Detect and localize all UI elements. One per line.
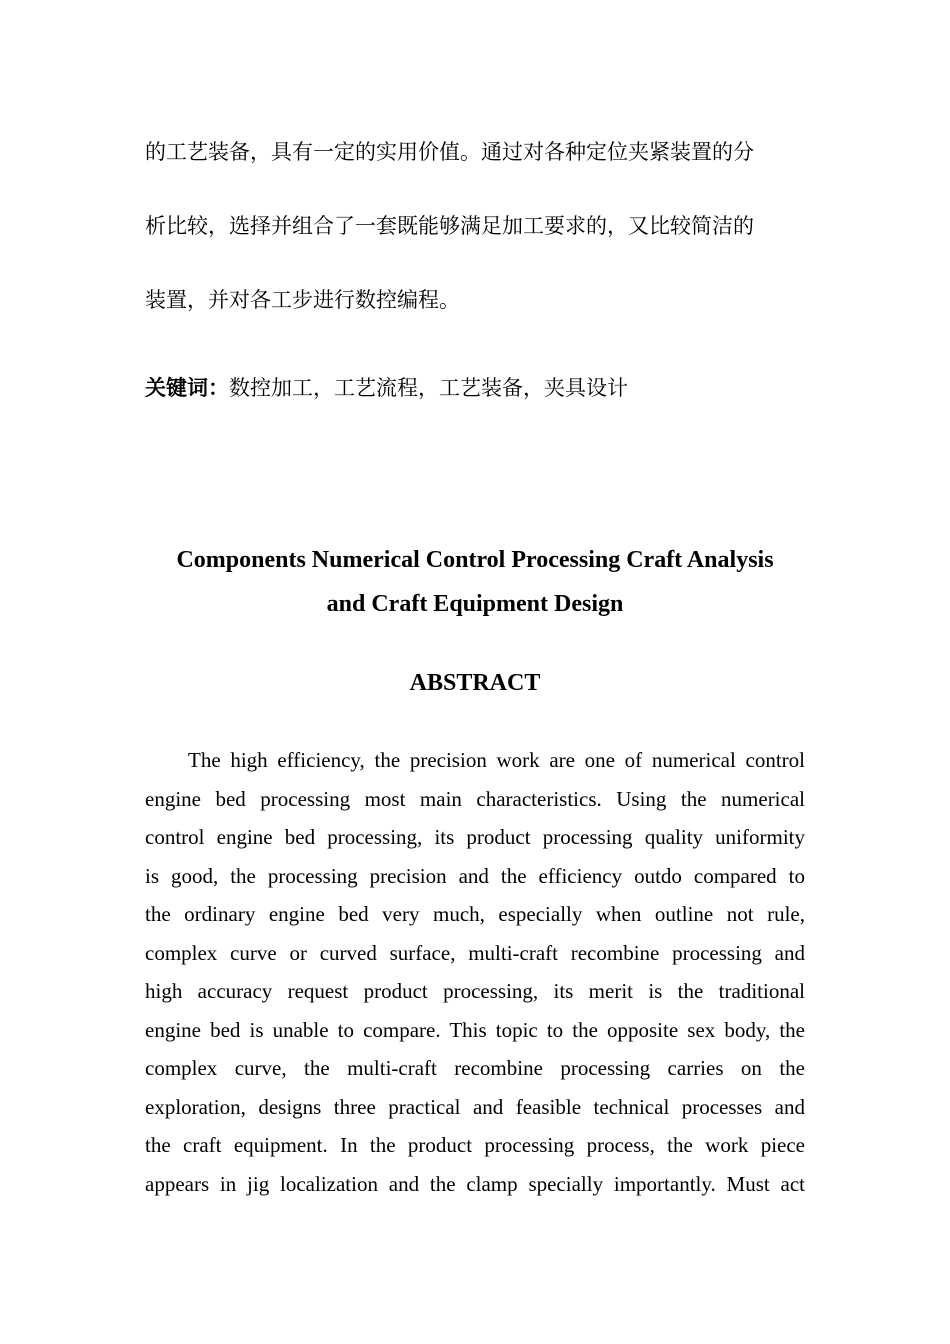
- chinese-abstract-line: 的工艺装备，具有一定的实用价值。通过对各种定位夹紧装置的分: [145, 140, 754, 164]
- abstract-line: the ordinary engine bed very much, especially when outline not rule,: [145, 902, 805, 926]
- abstract-line: engine bed processing most main characteristics. Using the numerical: [145, 786, 805, 811]
- abstract-line: engine bed is unable to compare. This topic to the opposite sex body, the: [145, 1017, 805, 1042]
- abstract-heading: ABSTRACT: [409, 670, 541, 696]
- abstract-body: [145, 745, 805, 1207]
- english-title-line-2: and Craft Equipment Design: [326, 591, 624, 617]
- english-title-line-1: Components Numerical Control Processing Craft Analysis: [176, 547, 774, 573]
- abstract-line: complex curve, the multi-craft recombine processing carries on the: [145, 1056, 805, 1080]
- keywords: [145, 375, 628, 401]
- abstract-line: control engine bed processing, its product processing quality uniformity: [145, 825, 805, 849]
- abstract-line: exploration, designs three practical and feasible technical processes and: [145, 1094, 805, 1119]
- keywords-value: 数控加工，工艺流程，工艺装备，夹具设计: [229, 376, 628, 400]
- abstract-line: appears in jig localization and the clamp specially importantly. Must act: [145, 1171, 805, 1196]
- abstract-line: complex curve or curved surface, multi-craft recombine processing and: [145, 940, 805, 965]
- abstract-line: is good, the processing precision and the efficiency outdo compared to: [145, 863, 805, 888]
- abstract-line: The high efficiency, the precision work are one of numerical control: [188, 748, 805, 772]
- chinese-abstract-line: 装置，并对各工步进行数控编程。: [145, 288, 460, 312]
- abstract-line: the craft equipment. In the product processing process, the work piece: [145, 1133, 805, 1157]
- abstract-line: high accuracy request product processing, its merit is the traditional: [145, 979, 805, 1003]
- keywords-label: 关键词：: [145, 376, 229, 400]
- chinese-abstract-line: 析比较，选择并组合了一套既能够满足加工要求的，又比较简洁的: [145, 214, 754, 238]
